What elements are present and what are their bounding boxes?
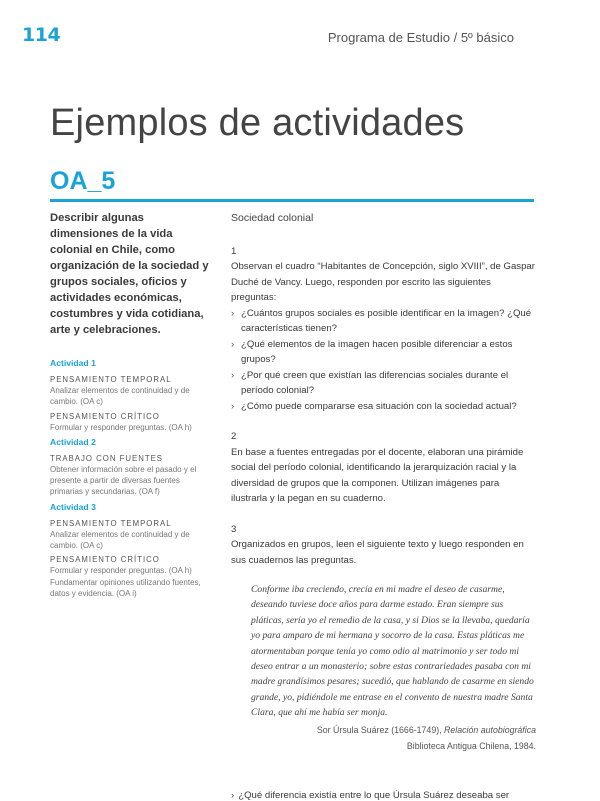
activity-number: 3 [231,523,237,535]
skill-detail: Formular y responder preguntas. (OA h) [50,422,192,432]
skill-name: TRABAJO CON FUENTES [50,453,164,463]
activity-block-3 [231,522,536,754]
skill-group [50,554,212,599]
activity-instructions: Organizados en grupos, leen el siguiente texto y luego responden en sus cuadernos las preguntas. [231,539,524,566]
skill-detail: Formular y responder preguntas. (OA h) [50,566,192,576]
quote-author: Sor Úrsula Suárez (1666-1749), [316,724,445,735]
activity-content [231,211,536,769]
activity-block-1 [231,244,536,415]
page-number: 114 [22,24,61,46]
quote-text: Conforme iba creciendo, crecía en mi madre el deseo de casarme, deseando tuviese doce años para darme estado. Eran siempre sus pláticas, sería yo el remedio de la casa, y si Dios se la llevaba, quedaría yo para amparo de mi hermana y socorro de la casa. Estas pláticas me atormentaban porque tenía yo como odio al matrimonio y ser todo mi deseo entrar a un monasterio; sobre estas contrariedades pasaba con mi madre grandísimos pesares; sucedió, que hablando de casarme en siendo grande, yo, pidiéndole me entrase en el convento de nuestra madre Santa Clara, que ahí me había ser monja. [251,584,534,719]
activity-number: 2 [231,431,237,442]
page-title: Ejemplos de actividades [50,102,465,144]
activity-1 [50,357,212,433]
skill-name: PENSAMIENTO CRÍTICO [50,411,160,421]
question-item: › ¿Cómo puede compararse esa situación con la sociedad actual? [231,399,536,415]
skill-detail: Obtener información sobre el pasado y el presente a partir de diversas fuentes primarias y secundarias. (OA f) [50,464,197,497]
skill-name: PENSAMIENTO CRÍTICO [50,555,160,565]
skill-name: PENSAMIENTO TEMPORAL [50,518,172,528]
quote-work: Relación autobiográfica [444,724,536,735]
skill-group [50,411,212,433]
question-text: ¿Qué diferencia existía entre lo que Úrsula Suárez deseaba ser [238,790,510,801]
objective-sidebar [50,210,212,602]
activity-2 [50,436,212,498]
oa-heading: OA_5 [50,167,116,195]
section-title: Sociedad colonial [231,212,314,224]
activity-block-2 [231,429,536,507]
question-item-cutoff [231,790,536,801]
activity-instructions: En base a fuentes entregadas por el docente, elaboran una pirámide social del período colonial, identificando la jerarquización racial y la diversidad de grupos que la componen. Utilizan imágenes para ilustrarla y la pegan en su cuaderno. [231,446,524,504]
question-item: › ¿Por qué creen que existían las diferencias sociales durante el período colonial? [231,368,536,399]
skill-group [50,374,212,408]
oa-divider [50,199,534,202]
running-header: Programa de Estudio / 5º básico [327,30,514,45]
activity-label: Actividad 2 [50,436,96,447]
activity-instructions: Observan el cuadro “Habitantes de Concepción, siglo XVIII”, de Gaspar Duché de Vancy. Luego, responden por escrito las siguientes preguntas: [231,261,535,303]
objective-text: Describir algunas dimensiones de la vida colonial en Chile, como organización de la sociedad y grupos sociales, oficios y actividades económicas, costumbres y vida cotidiana, arte y celebraciones. [50,212,209,336]
activity-skill-list [50,357,212,599]
activity-label: Actividad 1 [50,358,96,368]
activity-label: Actividad 3 [50,501,96,512]
question-item: › ¿Cuántos grupos sociales es posible identificar en la imagen? ¿Qué características tienen? [231,306,536,337]
quote-attribution [231,722,536,754]
question-item: › ¿Qué elementos de la imagen hacen posible diferenciar a estos grupos? [231,337,536,368]
skill-detail: Fundamentar opiniones utilizando fuentes, datos y evidencia. (OA i) [50,577,201,598]
skill-detail: Analizar elementos de continuidad y de cambio. (OA c) [50,529,190,551]
skill-group [50,453,212,498]
quote-publisher: Biblioteca Antigua Chilena, 1984. [406,740,536,751]
skill-name: PENSAMIENTO TEMPORAL [50,375,172,384]
skill-detail: Analizar elementos de continuidad y de cambio. (OA c) [50,386,190,407]
activity-number: 1 [231,245,237,257]
question-list [231,306,536,415]
skill-group [50,518,212,552]
activity-3 [50,501,212,599]
bullet-marker: › [231,790,235,801]
